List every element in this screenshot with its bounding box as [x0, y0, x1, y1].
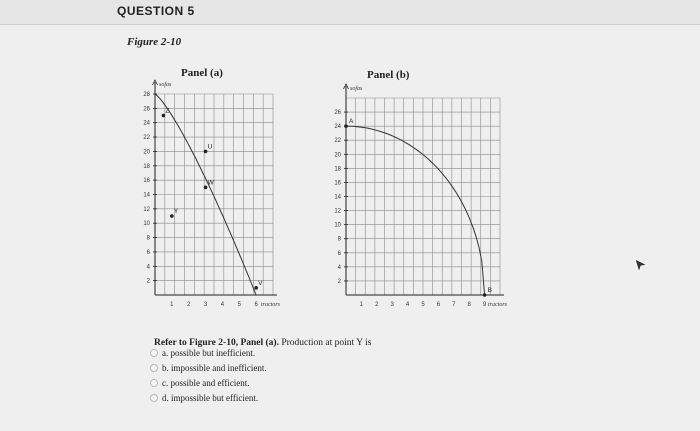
panel-a-x-tick: 5	[237, 302, 241, 308]
panel-a-y-tick: 26	[143, 106, 150, 113]
panel-b-x-tick: 2	[375, 302, 379, 308]
panel-b-x-tick: 9	[482, 302, 487, 308]
option-b[interactable]	[150, 362, 267, 374]
panel-a-x-tick: 2	[187, 302, 191, 308]
panel-b-y-tick: 20	[334, 152, 341, 159]
panel-b-x-tick: 4	[405, 302, 410, 308]
panel-a-x-tick: 1	[170, 302, 174, 308]
panel-a-y-tick: 8	[146, 235, 150, 242]
panel-a-point-label: V	[258, 279, 263, 287]
option-a-label: a. possible but inefficient.	[162, 348, 256, 358]
panel-b-y-tick: 12	[334, 208, 341, 215]
panel-a-y-tick: 2	[146, 278, 150, 285]
panel-b-point	[344, 124, 348, 128]
panel-b-title: Panel (b)	[367, 69, 410, 81]
panel-a-y-tick: 12	[143, 206, 150, 213]
panel-b-y-axis-title: sofas	[350, 86, 363, 92]
panel-a-y-tick: 10	[143, 221, 150, 228]
panel-a-point-label: U	[207, 143, 213, 151]
panel-a-y-tick: 20	[143, 149, 150, 156]
panel-a-point-label: W	[207, 179, 214, 187]
panel-b-x-tick: 1	[359, 302, 364, 308]
panel-b-y-tick: 6	[337, 250, 341, 257]
radio-option-d[interactable]	[150, 394, 158, 402]
radio-option-b[interactable]	[150, 364, 158, 372]
panel-a-y-tick: 14	[143, 192, 150, 199]
panel-b-y-tick: 8	[337, 236, 341, 243]
panel-a-x-axis-title: tractors	[261, 302, 281, 308]
panel-b-graph	[334, 84, 507, 308]
panel-a-point-label: Z	[165, 107, 170, 115]
panel-b-point	[483, 293, 487, 297]
panel-b-point-label: B	[487, 287, 492, 294]
panel-a-x-tick: 3	[203, 302, 208, 308]
panel-b-point-label: A	[349, 118, 354, 126]
panel-b-y-tick: 18	[334, 166, 341, 173]
panel-b-y-tick: 4	[337, 264, 341, 271]
option-d-label: d. impossible but efficient.	[162, 393, 259, 403]
panel-a-y-tick: 24	[143, 120, 150, 127]
option-d[interactable]	[150, 392, 258, 404]
panel-a-y-tick: 28	[143, 92, 150, 98]
panel-a-y-tick: 22	[143, 135, 150, 142]
mouse-pointer-icon	[633, 258, 649, 274]
panel-b-y-tick: 16	[334, 180, 341, 187]
option-c-label: c. possible and efficient.	[162, 378, 250, 388]
radio-option-c[interactable]	[150, 379, 158, 387]
option-b-label: b. impossible and inefficient.	[162, 363, 267, 373]
panel-a-y-axis-title: sofas	[159, 82, 172, 88]
panel-b-y-tick: 10	[334, 222, 341, 229]
panel-b-x-tick: 6	[436, 302, 441, 308]
panel-b-x-tick: 5	[421, 302, 425, 308]
panel-a-y-tick: 16	[143, 178, 150, 185]
panel-a-point-label: Y	[173, 208, 179, 216]
option-a[interactable]	[150, 347, 255, 359]
panel-a-title: Panel (a)	[181, 67, 223, 79]
panel-a-x-tick: 6	[254, 302, 258, 308]
panel-b-y-tick: 26	[334, 110, 341, 117]
panel-b-y-tick: 2	[337, 278, 341, 285]
panel-b-x-tick: 3	[390, 302, 394, 308]
panel-b-y-tick: 24	[334, 124, 341, 131]
question-prefix: Refer to Figure 2-10, Panel (a).	[154, 338, 279, 348]
panel-a-y-tick: 18	[143, 163, 150, 170]
option-c[interactable]	[150, 377, 250, 389]
panel-a-y-tick: 6	[146, 249, 150, 256]
panel-b-x-tick: 8	[467, 302, 471, 308]
panel-b-y-tick: 22	[334, 138, 341, 145]
panel-a-x-tick: 4	[220, 302, 225, 308]
panel-b-x-axis-title: tractors	[488, 302, 508, 308]
panel-b-y-tick: 14	[334, 194, 341, 201]
panel-b-x-tick: 7	[452, 302, 456, 308]
question-title: QUESTION 5	[117, 4, 195, 18]
panel-a-y-tick: 4	[146, 264, 150, 271]
question-body: Production at point Y is	[278, 338, 372, 348]
panel-a-graph	[143, 80, 280, 308]
radio-option-a[interactable]	[150, 349, 158, 357]
figure-label: Figure 2-10	[127, 36, 182, 48]
